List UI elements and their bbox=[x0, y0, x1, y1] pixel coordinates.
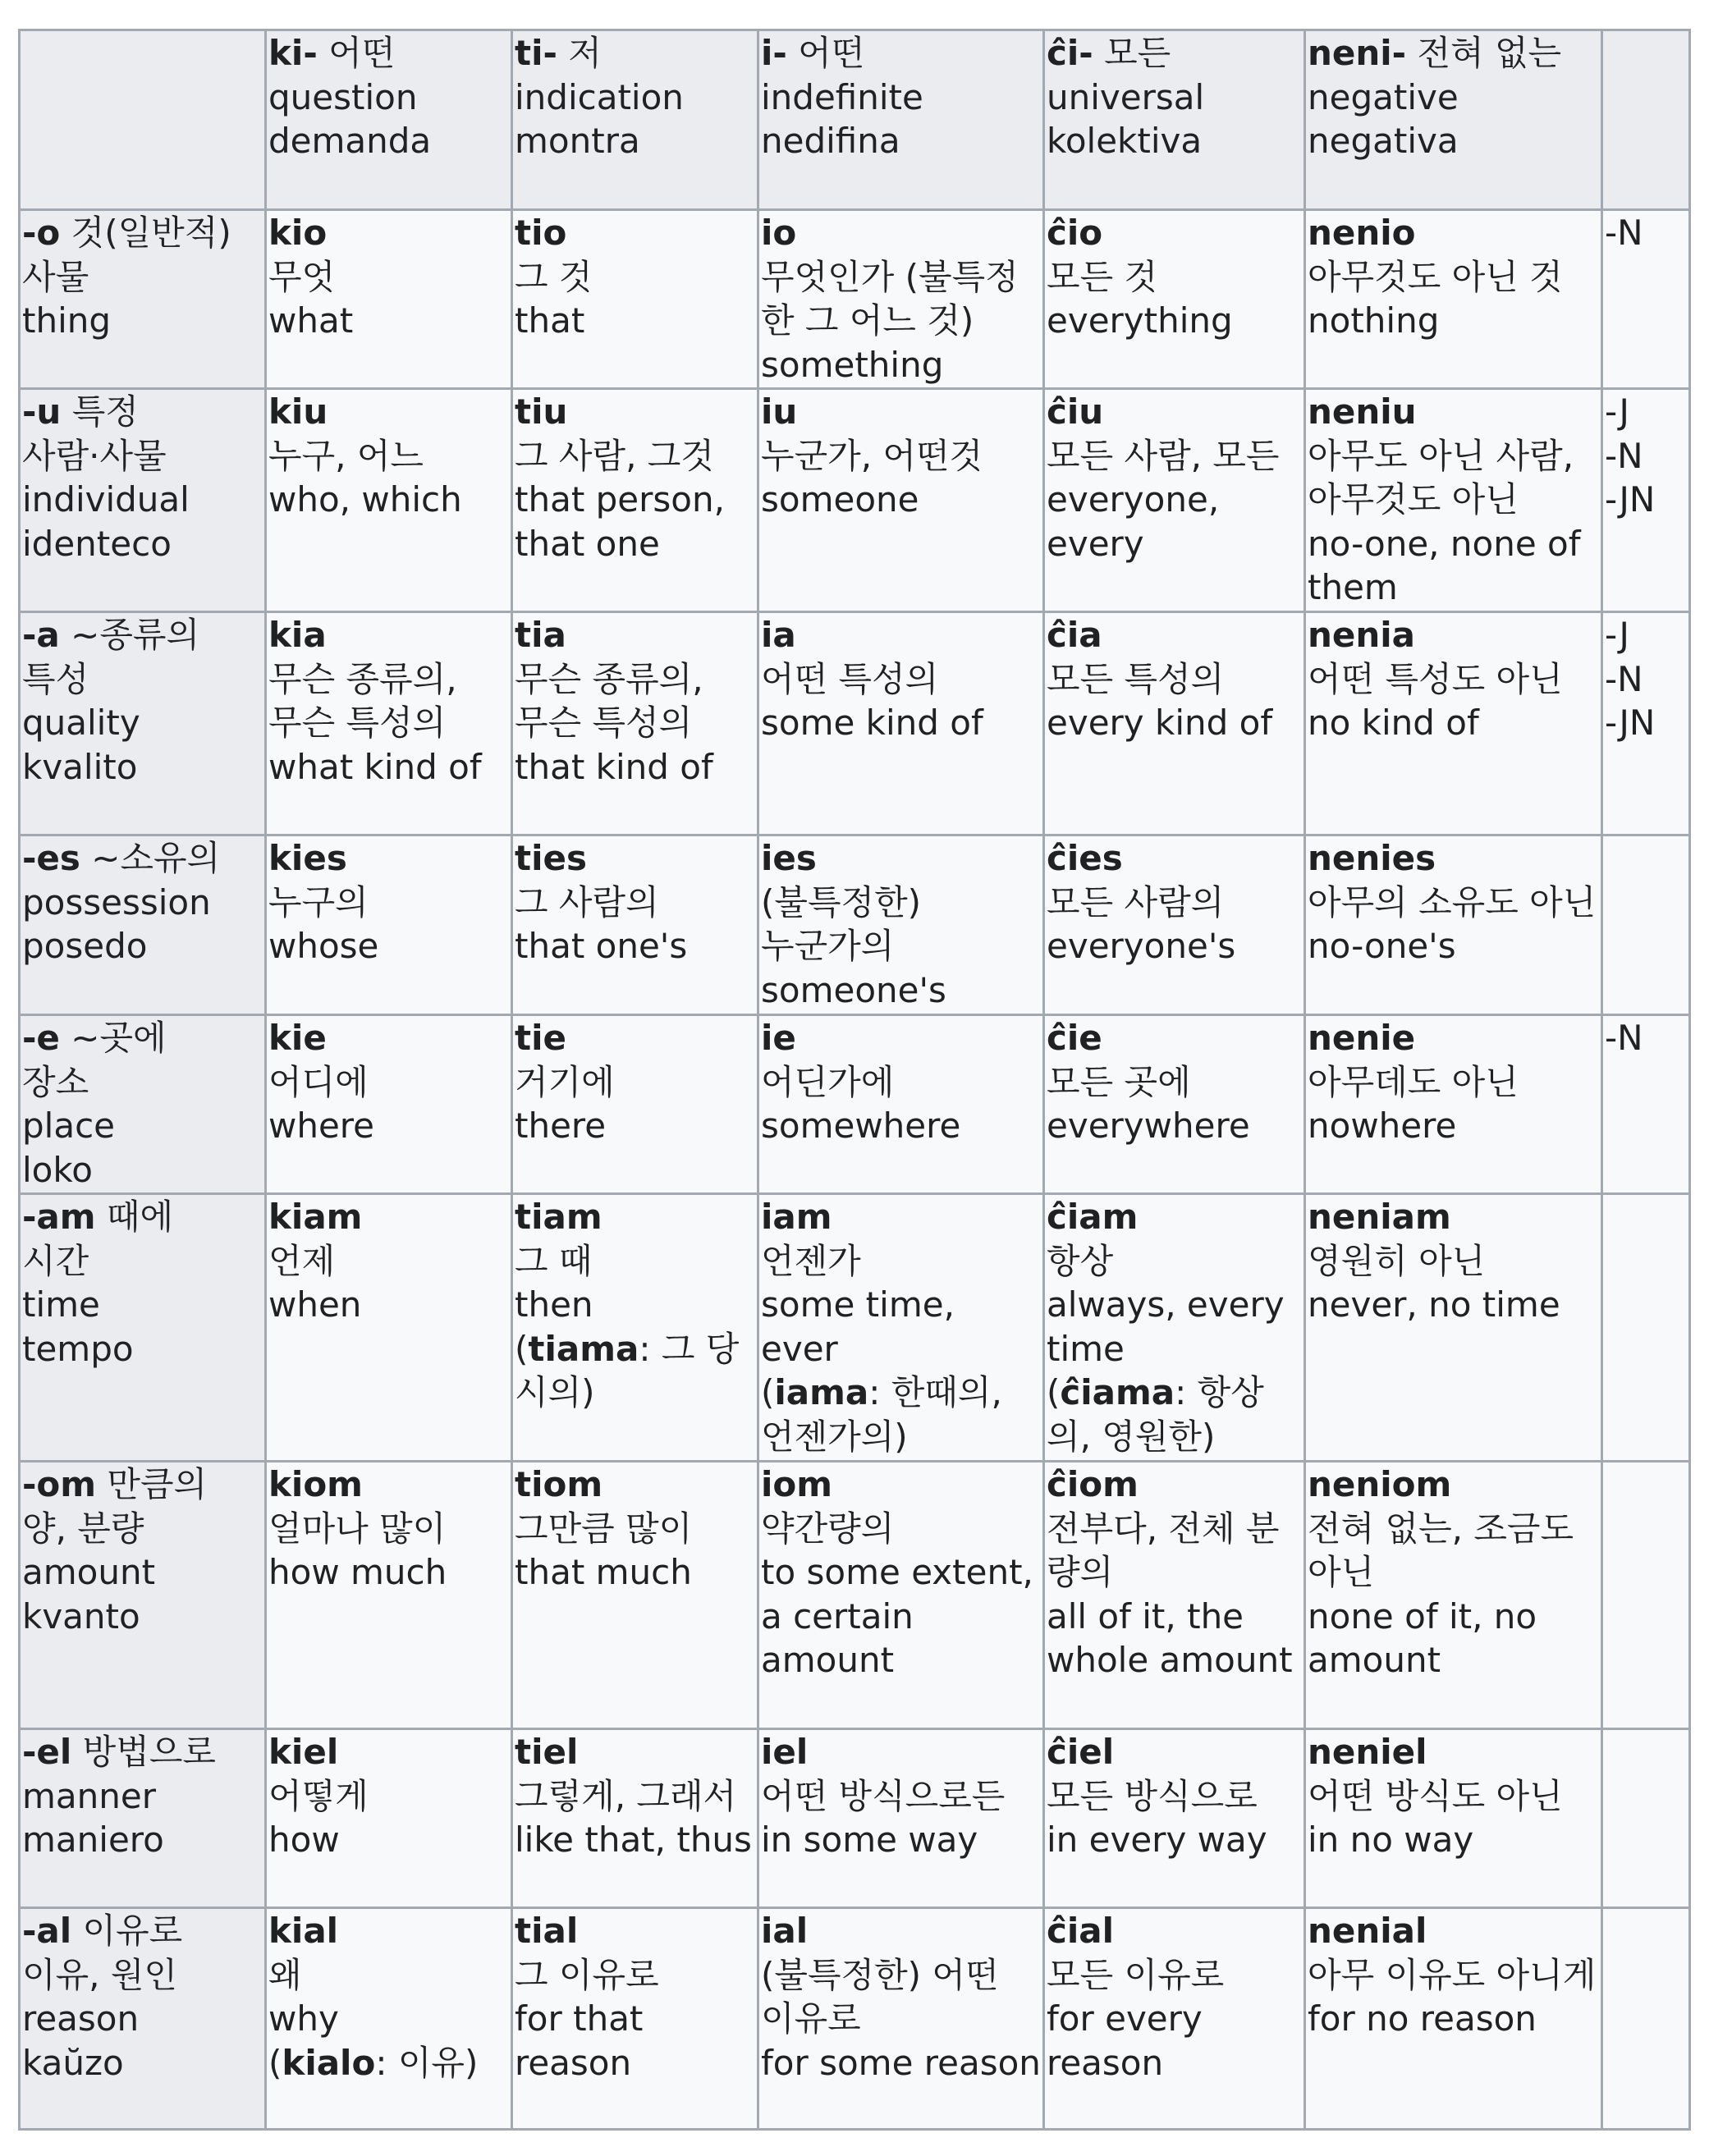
row-label: -o 것(일반적) 사물 thing bbox=[20, 210, 266, 389]
table-cell: tial 그 이유로 for that reason bbox=[512, 1908, 758, 2130]
table-cell: ĉial 모든 이유로 for every reason bbox=[1044, 1908, 1305, 2130]
table-cell: ia 어떤 특성의 some kind of bbox=[758, 612, 1044, 835]
table-cell: neniom 전혀 없는, 조금도 아닌 none of it, no amount bbox=[1305, 1462, 1602, 1729]
correlatives-table bbox=[18, 29, 1691, 2131]
table-cell: ĉiu 모든 사람, 모든 everyone, every bbox=[1044, 389, 1305, 612]
table-cell: kiu 누구, 어느 who, which bbox=[266, 389, 512, 612]
table-row bbox=[20, 389, 1690, 612]
row-label: -a ~종류의 특성 quality kvalito bbox=[20, 612, 266, 835]
table-cell: nenie 아무데도 아닌 nowhere bbox=[1305, 1015, 1602, 1194]
table-cell: kies 누구의 whose bbox=[266, 835, 512, 1015]
header-cell: ĉi- 모든 universal kolektiva bbox=[1044, 30, 1305, 210]
table-row bbox=[20, 1194, 1690, 1462]
table-cell: tio 그 것 that bbox=[512, 210, 758, 389]
suffix-cell: -J -N -JN bbox=[1602, 389, 1690, 612]
table-row bbox=[20, 1729, 1690, 1908]
suffix-cell bbox=[1602, 1908, 1690, 2130]
table-cell: ial (불특정한) 어떤 이유로 for some reason bbox=[758, 1908, 1044, 2130]
table-cell: tiu 그 사람, 그것 that person, that one bbox=[512, 389, 758, 612]
table-cell: kia 무슨 종류의, 무슨 특성의 what kind of bbox=[266, 612, 512, 835]
table-row bbox=[20, 612, 1690, 835]
header-row bbox=[20, 30, 1690, 210]
table-cell: neniu 아무도 아닌 사람, 아무것도 아닌 no-one, none of them bbox=[1305, 389, 1602, 612]
table-cell: nenio 아무것도 아닌 것 nothing bbox=[1305, 210, 1602, 389]
table-cell: ties 그 사람의 that one's bbox=[512, 835, 758, 1015]
header-corner bbox=[20, 30, 266, 210]
table-cell: tie 거기에 there bbox=[512, 1015, 758, 1194]
table-row bbox=[20, 1462, 1690, 1729]
suffix-cell: -J -N -JN bbox=[1602, 612, 1690, 835]
table-cell: ĉie 모든 곳에 everywhere bbox=[1044, 1015, 1305, 1194]
suffix-cell bbox=[1602, 1729, 1690, 1908]
table-cell: ies (불특정한) 누군가의 someone's bbox=[758, 835, 1044, 1015]
table-cell: iel 어떤 방식으로든 in some way bbox=[758, 1729, 1044, 1908]
header-cell: neni- 전혀 없는 negative negativa bbox=[1305, 30, 1602, 210]
table-cell: tiel 그렇게, 그래서 like that, thus bbox=[512, 1729, 758, 1908]
table-cell: kial 왜 why (kialo: 이유) bbox=[266, 1908, 512, 2130]
row-label: -u 특정 사람·사물 individual identeco bbox=[20, 389, 266, 612]
row-label: -al 이유로 이유, 원인 reason kaŭzo bbox=[20, 1908, 266, 2130]
table-cell: tiam 그 때 then (tiama: 그 당시의) bbox=[512, 1194, 758, 1462]
table-cell: neniel 어떤 방식도 아닌 in no way bbox=[1305, 1729, 1602, 1908]
table-cell: iu 누군가, 어떤것 someone bbox=[758, 389, 1044, 612]
table-cell: io 무엇인가 (불특정한 그 어느 것) something bbox=[758, 210, 1044, 389]
table-cell: ĉiam 항상 always, every time (ĉiama: 항상의, 영원한) bbox=[1044, 1194, 1305, 1462]
table-cell: iam 언젠가 some time, ever (iama: 한때의, 언젠가의) bbox=[758, 1194, 1044, 1462]
suffix-cell bbox=[1602, 835, 1690, 1015]
suffix-cell bbox=[1602, 1194, 1690, 1462]
table-cell: kiel 어떻게 how bbox=[266, 1729, 512, 1908]
table-cell: nenies 아무의 소유도 아닌 no-one's bbox=[1305, 835, 1602, 1015]
table-cell: kie 어디에 where bbox=[266, 1015, 512, 1194]
table-cell: kio 무엇 what bbox=[266, 210, 512, 389]
table-cell: nenia 어떤 특성도 아닌 no kind of bbox=[1305, 612, 1602, 835]
table-cell: ie 어딘가에 somewhere bbox=[758, 1015, 1044, 1194]
table-cell: ĉiom 전부다, 전체 분량의 all of it, the whole amount bbox=[1044, 1462, 1305, 1729]
suffix-cell: -N bbox=[1602, 1015, 1690, 1194]
table-cell: tiom 그만큼 많이 that much bbox=[512, 1462, 758, 1729]
table-cell: kiam 언제 when bbox=[266, 1194, 512, 1462]
header-cell: i- 어떤 indefinite nedifina bbox=[758, 30, 1044, 210]
table-cell: ĉies 모든 사람의 everyone's bbox=[1044, 835, 1305, 1015]
table-cell: nenial 아무 이유도 아니게 for no reason bbox=[1305, 1908, 1602, 2130]
row-label: -es ~소유의 possession posedo bbox=[20, 835, 266, 1015]
suffix-cell: -N bbox=[1602, 210, 1690, 389]
suffix-cell bbox=[1602, 1462, 1690, 1729]
row-label: -el 방법으로 manner maniero bbox=[20, 1729, 266, 1908]
header-suffix-cell bbox=[1602, 30, 1690, 210]
header-cell: ti- 저 indication montra bbox=[512, 30, 758, 210]
table-cell: neniam 영원히 아닌 never, no time bbox=[1305, 1194, 1602, 1462]
table-cell: tia 무슨 종류의, 무슨 특성의 that kind of bbox=[512, 612, 758, 835]
table-row bbox=[20, 835, 1690, 1015]
table-row bbox=[20, 210, 1690, 389]
table-cell: ĉiel 모든 방식으로 in every way bbox=[1044, 1729, 1305, 1908]
table-row bbox=[20, 1908, 1690, 2130]
row-label: -om 만큼의 양, 분량 amount kvanto bbox=[20, 1462, 266, 1729]
header-cell: ki- 어떤 question demanda bbox=[266, 30, 512, 210]
table-row bbox=[20, 1015, 1690, 1194]
row-label: -am 때에 시간 time tempo bbox=[20, 1194, 266, 1462]
table-cell: kiom 얼마나 많이 how much bbox=[266, 1462, 512, 1729]
table-cell: ĉio 모든 것 everything bbox=[1044, 210, 1305, 389]
table-cell: ĉia 모든 특성의 every kind of bbox=[1044, 612, 1305, 835]
table-cell: iom 약간량의 to some extent, a certain amount bbox=[758, 1462, 1044, 1729]
row-label: -e ~곳에 장소 place loko bbox=[20, 1015, 266, 1194]
